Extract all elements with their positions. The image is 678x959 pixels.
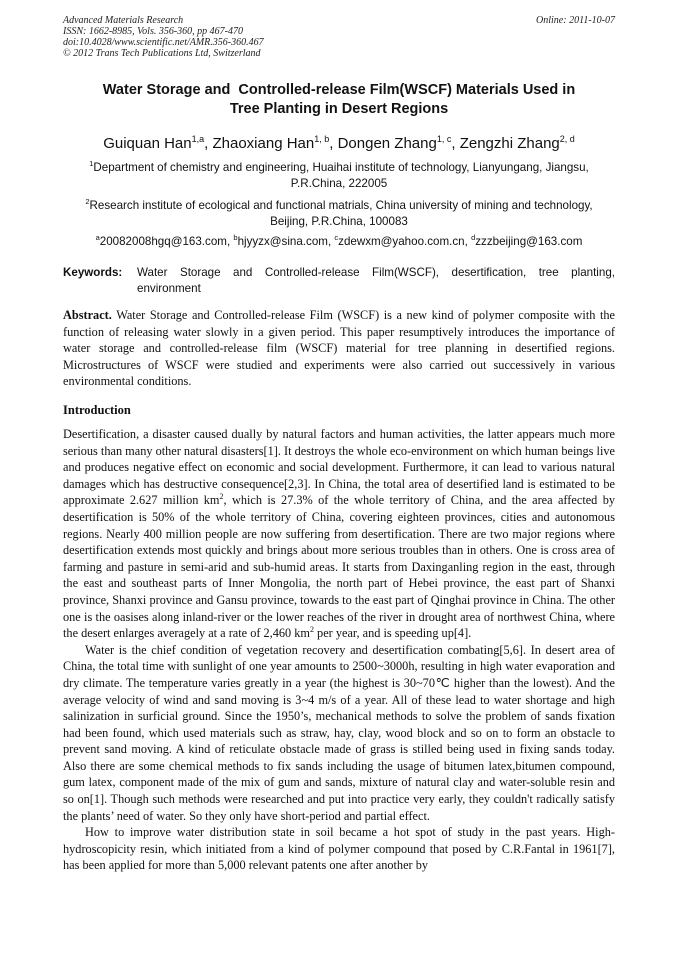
affiliation-2-line-2: Beijing, P.R.China, 100083: [270, 214, 408, 228]
author-affiliation-marker: 1, c: [436, 134, 452, 144]
email-separator: ,: [327, 234, 335, 248]
email-address[interactable]: 20082008hgq@163.com: [99, 234, 227, 248]
affiliation-number: 1: [89, 159, 94, 168]
keywords-block: [63, 265, 615, 297]
email-separator: ,: [464, 234, 472, 248]
intro-paragraph-3: How to improve water distribution state in soil became a hot spot of study in the past years. High-hydroscopicity resin, which initiated from a kind of polymer compound that posed by C.R.Fantal in 1961[7], has been applied for more than 5,000 relevant patents one after another by: [63, 825, 615, 873]
title-line-1: Water Storage and Controlled-release Film(WSCF) Materials Used in: [102, 82, 576, 98]
author-affiliation-marker: 2, d: [559, 134, 575, 144]
abstract-block: [63, 307, 615, 390]
email-list: [63, 230, 615, 250]
intro-p1-part-a: Desertification, a disaster caused dually by natural factors and human activities, the latter appears much more serious than many other natural disasters[1]. It destroys the whole eco-environment on which human beings live and produces negative effect on economic and social development. Furthermore, it can lead to various natural damages which has destructive consequence[2,3]. In China, the total area of desertified land is estimated to be approximate 2.627 million km: [63, 427, 615, 508]
email-address[interactable]: zzzbeijing@163.com: [475, 234, 583, 248]
email-marker: d: [471, 233, 476, 242]
online-date: Online: 2011-10-07: [536, 15, 615, 26]
email-marker: c: [334, 233, 339, 242]
author-name: Dongen Zhang: [337, 135, 437, 152]
keywords-label: Keywords:: [63, 266, 123, 279]
affiliation-1-line-1: Department of chemistry and engineering, Huaihai institute of technology, Lianyungang, Jiangsu,: [93, 160, 589, 174]
author-name: Guiquan Han: [103, 135, 192, 152]
journal-header: [63, 15, 615, 59]
email-marker: b: [233, 233, 238, 242]
author-separator: ,: [451, 135, 460, 152]
author-list: [63, 129, 615, 154]
keywords-text: Water Storage and Controlled-release Film(WSCF), desertification, tree planting, environment: [137, 266, 615, 295]
intro-paragraph-2: Water is the chief condition of vegetation recovery and desertification combating[5,6]. In desert area of China, the total time with sunlight of one year amounts to 2500~3000h, resulting in high water evaporation and dry climate. The temperature varies greatly in a year (the highest is 30~70℃ higher than the lowest). And the average velocity of wind and sand moving is 3~4 m/s of a year. All of these lead to water shortage and high salinization in surficial ground. Since the 1950’s, mechanical methods to solve the problem of sands fixation had been found, which used materials such as straw, hay, clay, wood block and so on to form an obstacle to prevent sand moving. A kind of reticulate obstacle made of grass is stilled being used in fixing sands today. Also there are some chemical methods to fix sands including the usage of bitumen latex,bitumen compound, gum latex, component made of the mix of gum and sands, mixture of natural clay and water-soluble resin and so on[1]. Though such methods were researched and put into practice very early, they couldn't radically satisfy the plants’ need of water. So they only have short-period and partial effect.: [63, 642, 615, 823]
affiliation-2: [63, 194, 615, 230]
email-address[interactable]: hjyyzx@sina.com: [237, 234, 328, 248]
affiliation-number: 2: [85, 197, 90, 206]
issn-line: ISSN: 1662-8985, Vols. 356-360, pp 467-470: [63, 26, 243, 37]
intro-p1-part-b: , which is 27.3% of the whole territory of China, and the area affected by desertification is 50% of the whole territory of China, covering eighteen provinces, cities and autonomous regions. Nearly 400 million people are now suffering from desertification. There are two major regions where desertification extends most quickly and brings about more serious troubles than in others. One is cross area of farming and pasture in semi-arid and sub-humid areas. It starts from Daxinganling region in the east, through the east and southeast parts of Inner Mongolia, the north part of Hebei province, the east part of Shanxi province, Shanxi province and Gansu province, towards to the east part of Qinghai province in China. The other one is the oasises along inland-river or the lower reaches of the river in drought area of northwest China, where the desert enlarges averagely at a rate of 2,460 km: [63, 493, 616, 641]
paper-title: [63, 81, 615, 119]
copyright-line: © 2012 Trans Tech Publications Ltd, Switzerland: [63, 48, 261, 59]
affiliation-1-line-2: P.R.China, 222005: [290, 176, 388, 190]
doi-line: doi:10.4028/www.scientific.net/AMR.356-360.467: [63, 37, 264, 48]
author-separator: ,: [329, 135, 338, 152]
section-heading-introduction: Introduction: [63, 403, 131, 417]
affiliation-2-line-1: Research institute of ecological and functional matrials, China university of mining and technology,: [89, 198, 593, 212]
author-name: Zhaoxiang Han: [212, 135, 315, 152]
abstract-text: Water Storage and Controlled-release Film (WSCF) is a new kind of polymer composite with the function of releasing water slowly in a given period. This paper resumptively introduces the importance of water storage and controlled-release film (WSCF) material for tree planning in desertified regions. Microstructures of WSCF were studied and experiments were also carried out successively in various environmental conditions.: [63, 308, 615, 389]
title-line-2: Tree Planting in Desert Regions: [229, 101, 449, 117]
author-separator: ,: [204, 135, 213, 152]
superscript-squared: 2: [309, 625, 314, 635]
intro-paragraph-1: [63, 426, 615, 642]
author-affiliation-marker: 1, b: [314, 134, 330, 144]
email-separator: ,: [226, 234, 234, 248]
author-name: Zengzhi Zhang: [459, 135, 560, 152]
intro-p1-part-c: per year, and is speeding up[4].: [313, 626, 472, 641]
introduction-body: [63, 426, 615, 874]
journal-name: Advanced Materials Research: [63, 15, 184, 26]
email-marker: a: [95, 233, 100, 242]
email-address[interactable]: zdewxm@yahoo.com.cn: [338, 234, 465, 248]
abstract-label: Abstract.: [63, 308, 112, 322]
affiliation-1: [63, 156, 615, 192]
superscript-squared: 2: [219, 492, 224, 502]
author-affiliation-marker: 1,a: [191, 134, 205, 144]
